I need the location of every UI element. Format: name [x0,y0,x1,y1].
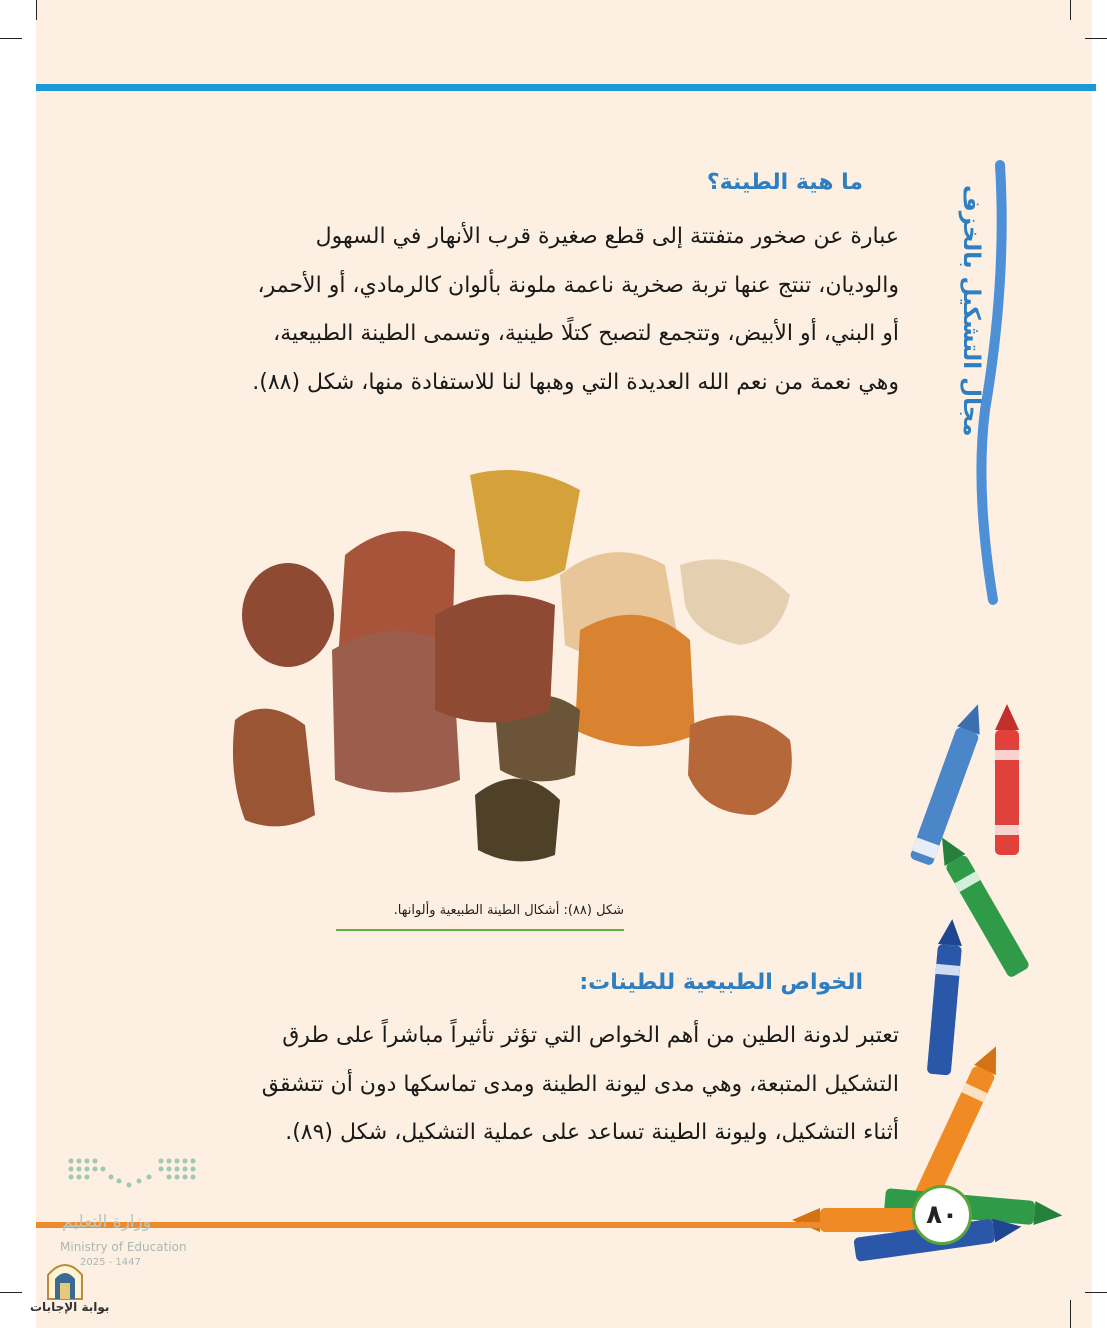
navy-crayon [927,918,965,1075]
clay-piece [435,595,555,723]
top-rule [36,84,1096,91]
crop-mark [1070,0,1071,20]
clay-piece [470,470,580,581]
portal-logo-icon [40,1255,90,1301]
paragraph-line: التشكيل المتبعة، وهي مدى ليونة الطينة ومدى تماسكها دون أن تتشقق [261,1071,899,1097]
crop-mark [1085,1292,1107,1293]
crop-mark [1085,38,1107,39]
paragraph-line: والوديان، تنتج عنها تربة صخرية ناعمة ملونة بألوان كالرمادي، أو الأحمر، [257,272,899,298]
bottom-rule [36,1222,836,1228]
crop-mark [36,0,37,20]
paragraph-line: أثناء التشكيل، وليونة الطينة تساعد على عملية التشكيل، شكل (٨٩). [285,1120,899,1145]
side-title-text: مجال التشكيل بالخزف [958,185,984,437]
paragraph-line: أو البني، أو الأبيض، وتتجمع لتصبح كتلًا طينية، وتسمى الطينة الطبيعية، [273,321,899,346]
ministry-logo-icon [60,1155,210,1200]
red-crayon [995,704,1019,855]
crayons-decoration [790,600,1107,1280]
section1-heading: ما هية الطينة؟ [706,170,863,195]
page-number: ٨٠ [912,1185,972,1245]
portal-name: بوابة الإجابات [30,1300,110,1314]
ministry-english: Ministry of Education [60,1240,187,1254]
figure-caption: شكل (٨٨): أشكال الطينة الطبيعية وألوانها. [393,903,624,918]
clay-piece [233,709,315,827]
clay-piece [575,615,695,747]
clay-figure [220,455,820,895]
crop-mark [0,38,22,39]
section2-paragraph [154,1012,899,1158]
orange-crayon [911,1041,1007,1211]
ministry-year: 2025 - 1447 [80,1257,141,1268]
clay-piece [242,563,334,667]
clay-piece [680,559,790,645]
crop-mark [1070,1300,1071,1328]
section2-heading: الخواص الطبيعية للطينات: [579,970,863,995]
crop-mark [0,1292,22,1293]
paragraph-line: وهي نعمة من نعم الله العديدة التي وهبها لنا للاستفادة منها، شكل (٨٨). [252,369,899,395]
paragraph-line: عبارة عن صخور متفتتة إلى قطع صغيرة قرب الأنهار في السهول [315,224,899,249]
section1-paragraph [154,213,899,407]
clay-piece [688,715,792,815]
paragraph-line: تعتبر لدونة الطين من أهم الخواص التي تؤثر تأثيراً مباشراً على طرق [282,1023,899,1048]
caption-underline [336,929,624,931]
blue-crayon-top [909,700,989,866]
ministry-arabic: وزارة التعليم [62,1212,151,1232]
clay-piece [475,779,560,862]
